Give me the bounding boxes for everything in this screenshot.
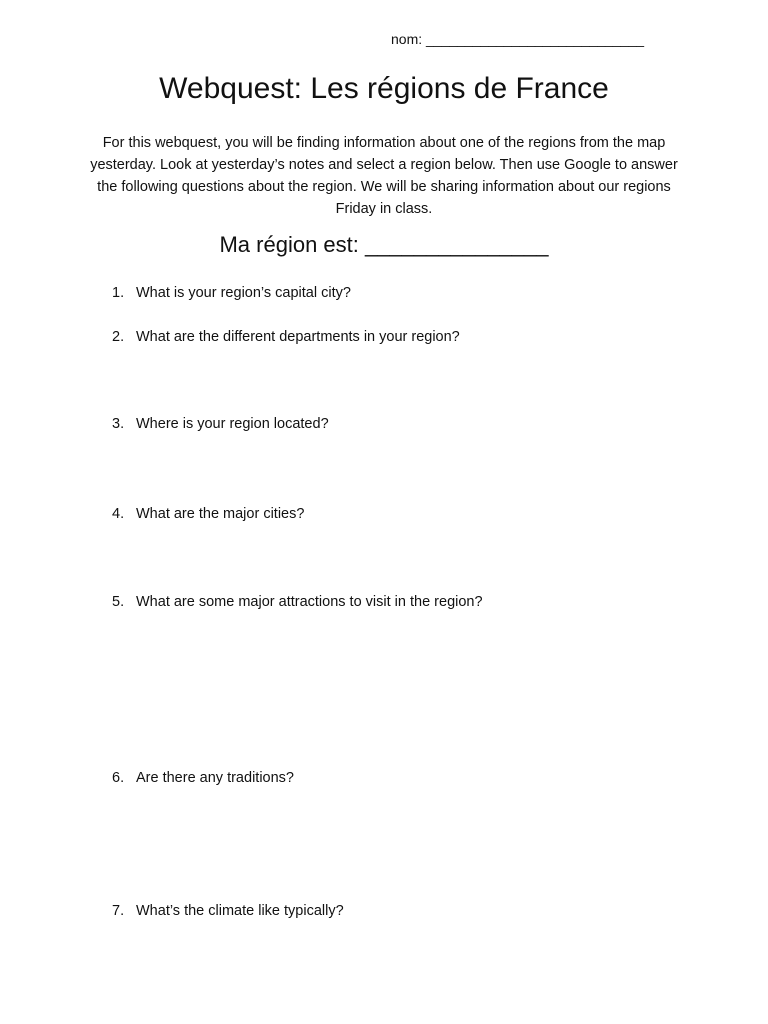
question-number: 2. xyxy=(112,329,125,345)
question-item-6 xyxy=(112,768,294,788)
question-number: 4. xyxy=(112,506,125,522)
name-field-line: nom: ____________________________ xyxy=(391,31,645,47)
question-text: What are the major cities? xyxy=(136,506,305,522)
region-answer-line: Ma région est: _______________ xyxy=(219,232,549,257)
question-text: Where is your region located? xyxy=(136,416,329,432)
question-text: What are the different departments in your region? xyxy=(136,329,460,345)
question-item-5 xyxy=(112,592,483,612)
question-number: 1. xyxy=(112,285,125,301)
question-number: 7. xyxy=(112,903,125,919)
question-text: What are some major attractions to visit in the region? xyxy=(136,594,483,610)
page-title: Webquest: Les régions de France xyxy=(159,72,609,105)
question-text: Are there any traditions? xyxy=(136,770,294,786)
question-item-3 xyxy=(112,414,329,434)
question-number: 5. xyxy=(112,594,125,610)
question-text: What’s the climate like typically? xyxy=(136,903,344,919)
intro-paragraph: For this webquest, you will be finding information about one of the regions from the map yesterday. Look at yesterday’s notes and select a region below. Then use Google to answer the following questions about the region. We will be sharing information about our regions Friday in class. xyxy=(90,135,678,217)
question-number: 6. xyxy=(112,770,125,786)
question-text: What is your region’s capital city? xyxy=(136,285,351,301)
question-item-4 xyxy=(112,504,304,524)
question-item-1 xyxy=(112,283,351,303)
question-item-2 xyxy=(112,327,460,347)
question-item-7 xyxy=(112,901,344,921)
question-number: 3. xyxy=(112,416,125,432)
